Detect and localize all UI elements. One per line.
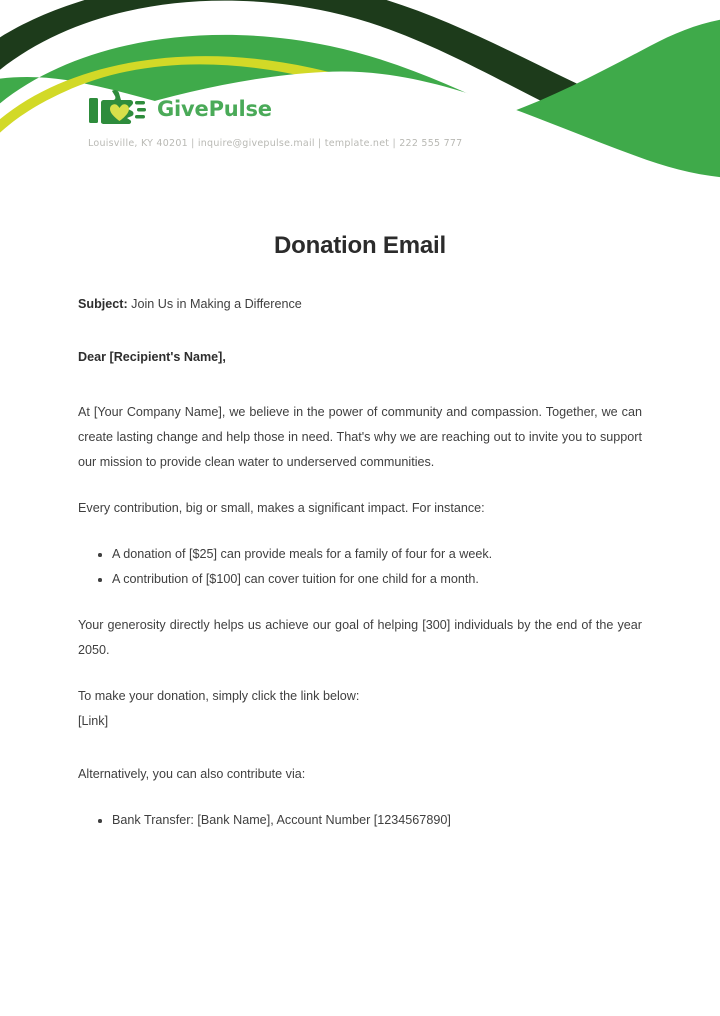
impact-bullet-list xyxy=(78,542,642,592)
subject-line xyxy=(78,292,642,317)
greeting-line: Dear [Recipient's Name], xyxy=(78,350,226,364)
spacer xyxy=(78,663,642,684)
spacer xyxy=(78,370,642,400)
letterhead xyxy=(88,88,648,149)
contact-info-line: Louisville, KY 40201 | inquire@givepulse.mail | template.net | 222 555 777 xyxy=(88,138,463,149)
body-paragraph-1: At [Your Company Name], we believe in the power of community and compassion. Together, we can create lasting change and help those in need. That's why we are reaching out to invite you to support our mission to provide clean water to underserved communities. xyxy=(78,405,642,469)
hand-heart-icon xyxy=(88,89,150,129)
payment-bullet-list xyxy=(78,808,642,833)
spacer xyxy=(78,734,642,762)
spacer xyxy=(78,521,642,542)
donate-instruction: To make your donation, simply click the link below: xyxy=(78,689,360,703)
donate-link[interactable]: [Link] xyxy=(78,714,109,728)
subject-label: Subject: xyxy=(78,297,128,311)
brand-name: GivePulse xyxy=(157,96,272,121)
list-item: A donation of [$25] can provide meals for a family of four for a week. xyxy=(98,542,642,567)
spacer xyxy=(78,787,642,808)
spacer xyxy=(78,592,642,613)
spacer xyxy=(78,317,642,345)
list-item: Bank Transfer: [Bank Name], Account Number [1234567890] xyxy=(98,808,642,833)
alternative-intro: Alternatively, you can also contribute via: xyxy=(78,767,306,781)
body-paragraph-3: Your generosity directly helps us achieve our goal of helping [300] individuals by the end of the year 2050. xyxy=(78,618,642,657)
page-title: Donation Email xyxy=(274,232,446,259)
spacer xyxy=(78,475,642,496)
subject-value: Join Us in Making a Difference xyxy=(127,297,302,311)
email-document xyxy=(78,232,642,833)
body-paragraph-2: Every contribution, big or small, makes a significant impact. For instance: xyxy=(78,501,485,515)
list-item: A contribution of [$100] can cover tuition for one child for a month. xyxy=(98,567,642,592)
logo-lockup xyxy=(88,88,648,130)
